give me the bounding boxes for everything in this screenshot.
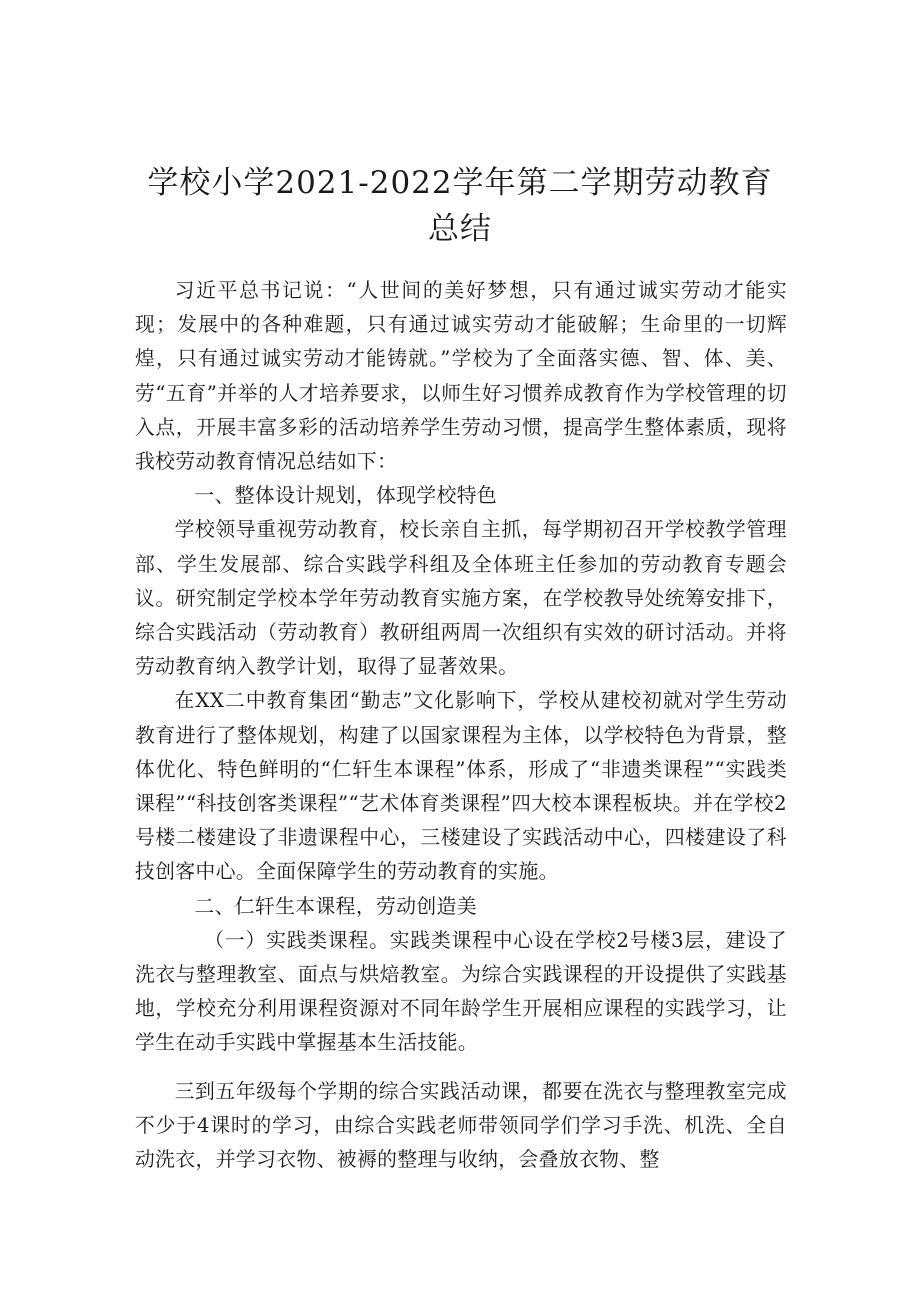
title-line-2: 总结 [428,211,492,247]
paragraph-practice-courses: （一）实践类课程。实践类课程中心设在学校2号楼3层，建设了洗衣与整理教室、面点与烘焙教室。为综合实践课程的开设提供了实践基地，学校充分利用课程资源对不同年龄学生开展相应课程的实践学习，让学生在动手实践中掌握基本生活技能。 [135,928,787,1055]
document-title [130,160,790,252]
paragraph-laundry-classes: 三到五年级每个学期的综合实践活动课，都要在洗衣与整理教室完成不少于4课时的学习，由综合实践老师带领同学们学习手洗、机洗、全自动洗衣，并学习衣物、被褥的整理与收纳，会叠放衣物、整 [135,1079,787,1172]
paragraph-curriculum-system: 在XX二中教育集团“勤志”文化影响下，学校从建校初就对学生劳动教育进行了整体规划，构建了以国家课程为主体，以学校特色为背景，整体优化、特色鲜明的“仁轩生本课程”体系，形成了“非遗类课程”“实践类课程”“科技创客类课程”“艺术体育类课程”四大校本课程板块。并在学校2号楼二楼建设了非遗课程中心，三楼建设了实践活动中心，四楼建设了科技创客中心。全面保障学生的劳动教育的实施。 [135,689,787,884]
document-body [135,274,787,1177]
section-heading-1: 一、整体设计规划，体现学校特色 [194,484,498,508]
intro-paragraph: 习近平总书记说：“人世间的美好梦想，只有通过诚实劳动才能实现；发展中的各种难题，只有通过诚实劳动才能破解；生命里的一切辉煌，只有通过诚实劳动才能铸就。”学校为了全面落实德、智、体、美、劳“五育”并举的人才培养要求，以师生好习惯养成教育作为学校管理的切入点，开展丰富多彩的活动培养学生劳动习惯，提高学生整体素质，现将我校劳动教育情况总结如下： [135,279,787,474]
title-line-1: 学校小学2021-2022学年第二学期劳动教育 [147,165,773,201]
paragraph-gap [135,1061,787,1075]
section-heading-2: 二、仁轩生本课程，劳动创造美 [194,894,477,918]
paragraph-planning: 学校领导重视劳动教育，校长亲自主抓，每学期初召开学校教学管理部、学生发展部、综合实践学科组及全体班主任参加的劳动教育专题会议。研究制定学校本学年劳动教育实施方案，在学校教导处统筹安排下，综合实践活动（劳动教育）教研组两周一次组织有实效的研讨活动。并将劳动教育纳入教学计划，取得了显著效果。 [135,518,787,679]
